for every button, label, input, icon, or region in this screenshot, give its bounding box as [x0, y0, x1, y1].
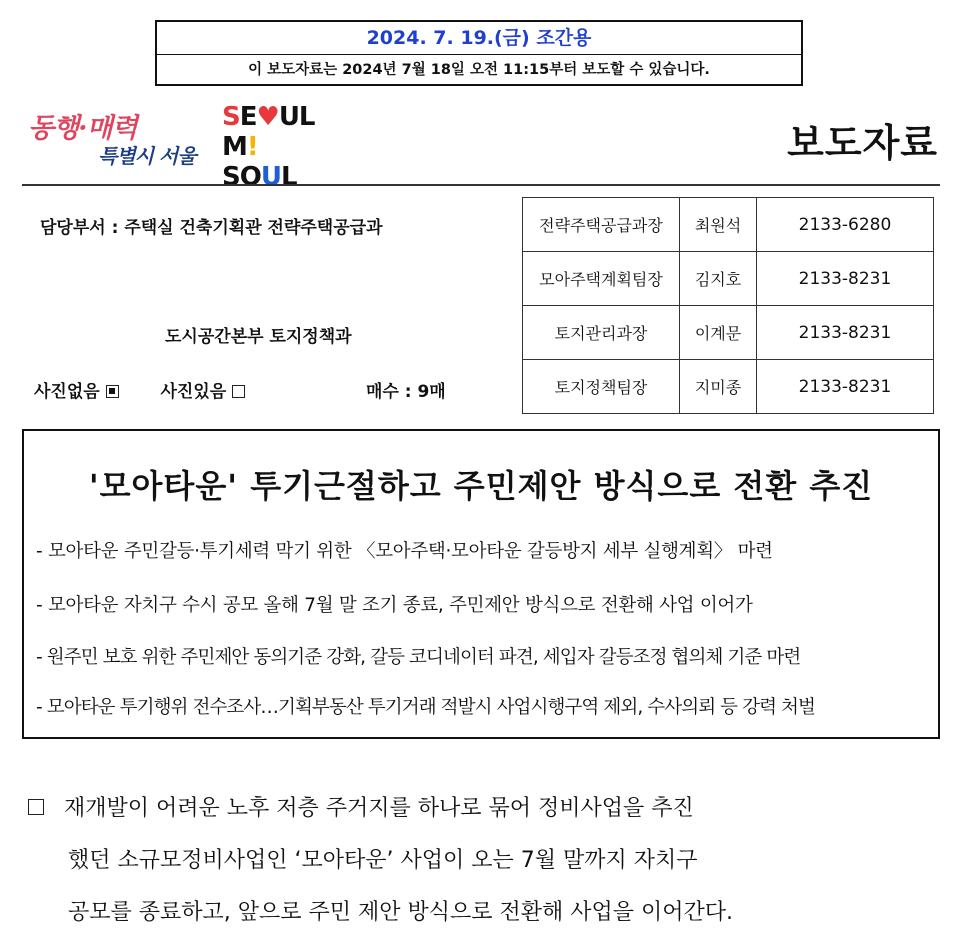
body-text: 재개발이 어려운 노후 저층 주거지를 하나로 묶어 정비사업을 추진 [64, 796, 694, 821]
photo-yes-label: 사진있음 [160, 382, 227, 402]
header-divider [22, 184, 940, 186]
contact-phone: 2133-8231 [757, 252, 934, 306]
summary-bullet: - 모아타운 주민갈등·투기세력 막기 위한 〈모아주택·모아타운 갈등방지 세부 실행계획〉 마련 [36, 541, 773, 562]
embargo-date: 2024. 7. 19.(금) 조간용 [157, 22, 801, 55]
contact-name: 김지호 [680, 252, 757, 306]
department-label: 담당부서 : 주택실 건축기획관 전략주택공급과 [40, 218, 383, 238]
contact-row [523, 198, 934, 252]
contact-position: 전략주택공급과장 [523, 198, 680, 252]
seoul-my-soul-logo [222, 102, 317, 192]
body-line-2: 했던 소규모정비사업인 ‘모아타운’ 사업이 오는 7월 말까지 자치구 [68, 848, 698, 873]
photo-none-label: 사진없음 [34, 382, 100, 402]
seoul-logo-line2: M! SOUL [222, 132, 297, 192]
contact-position: 토지관리과장 [523, 306, 680, 360]
body-paragraph [28, 783, 928, 939]
summary-bullet: - 모아타운 투기행위 전수조사…기획부동산 투기거래 적발시 사업시행구역 제외, 수사의뢰 등 강력 처벌 [36, 697, 815, 718]
contact-row [523, 252, 934, 306]
summary-bullet: - 원주민 보호 위한 주민제안 동의기준 강화, 갈등 코디네이터 파견, 세입자 갈등조정 협의체 기준 마련 [36, 647, 801, 668]
contact-row [523, 306, 934, 360]
contact-position: 토지정책팀장 [523, 360, 680, 414]
slogan-logo-line1: 동행·매력 [28, 113, 137, 144]
contact-table [522, 197, 934, 414]
department-second: 도시공간본부 토지정책과 [165, 327, 352, 347]
embargo-release-time: 이 보도자료는 2024년 7월 18일 오전 11:15부터 보도할 수 있습니다. [248, 62, 710, 78]
headline-box [22, 429, 940, 739]
contact-phone: 2133-6280 [757, 198, 934, 252]
contact-phone: 2133-8231 [757, 360, 934, 414]
slogan-logo-line2: 특별시 서울 [98, 144, 196, 168]
press-release-title: 보도자료 [787, 121, 938, 165]
contact-row [523, 360, 934, 414]
headline: '모아타운' 투기근절하고 주민제안 방식으로 전환 추진 [88, 467, 874, 505]
photo-yes-checkbox [232, 385, 245, 398]
contact-name: 최원석 [680, 198, 757, 252]
contact-name: 지미종 [680, 360, 757, 414]
photo-none-checkbox [106, 385, 119, 398]
photo-info [34, 377, 245, 402]
contact-position: 모아주택계획팀장 [523, 252, 680, 306]
body-line-3: 공모를 종료하고, 앞으로 주민 제안 방식으로 전환해 사업을 이어간다. [68, 900, 733, 925]
contact-phone: 2133-8231 [757, 306, 934, 360]
seoul-logo-line1: SE♥UL [222, 102, 315, 132]
page-count: 매수 : 9매 [366, 382, 446, 402]
embargo-box [155, 20, 803, 86]
body-line-1 [28, 783, 928, 835]
square-bullet-icon [28, 799, 44, 815]
seoul-slogan-logo [28, 106, 208, 170]
contact-name: 이계문 [680, 306, 757, 360]
summary-bullet: - 모아타운 자치구 수시 공모 올해 7월 말 조기 종료, 주민제안 방식으로 전환해 사업 이어가 [36, 595, 753, 616]
